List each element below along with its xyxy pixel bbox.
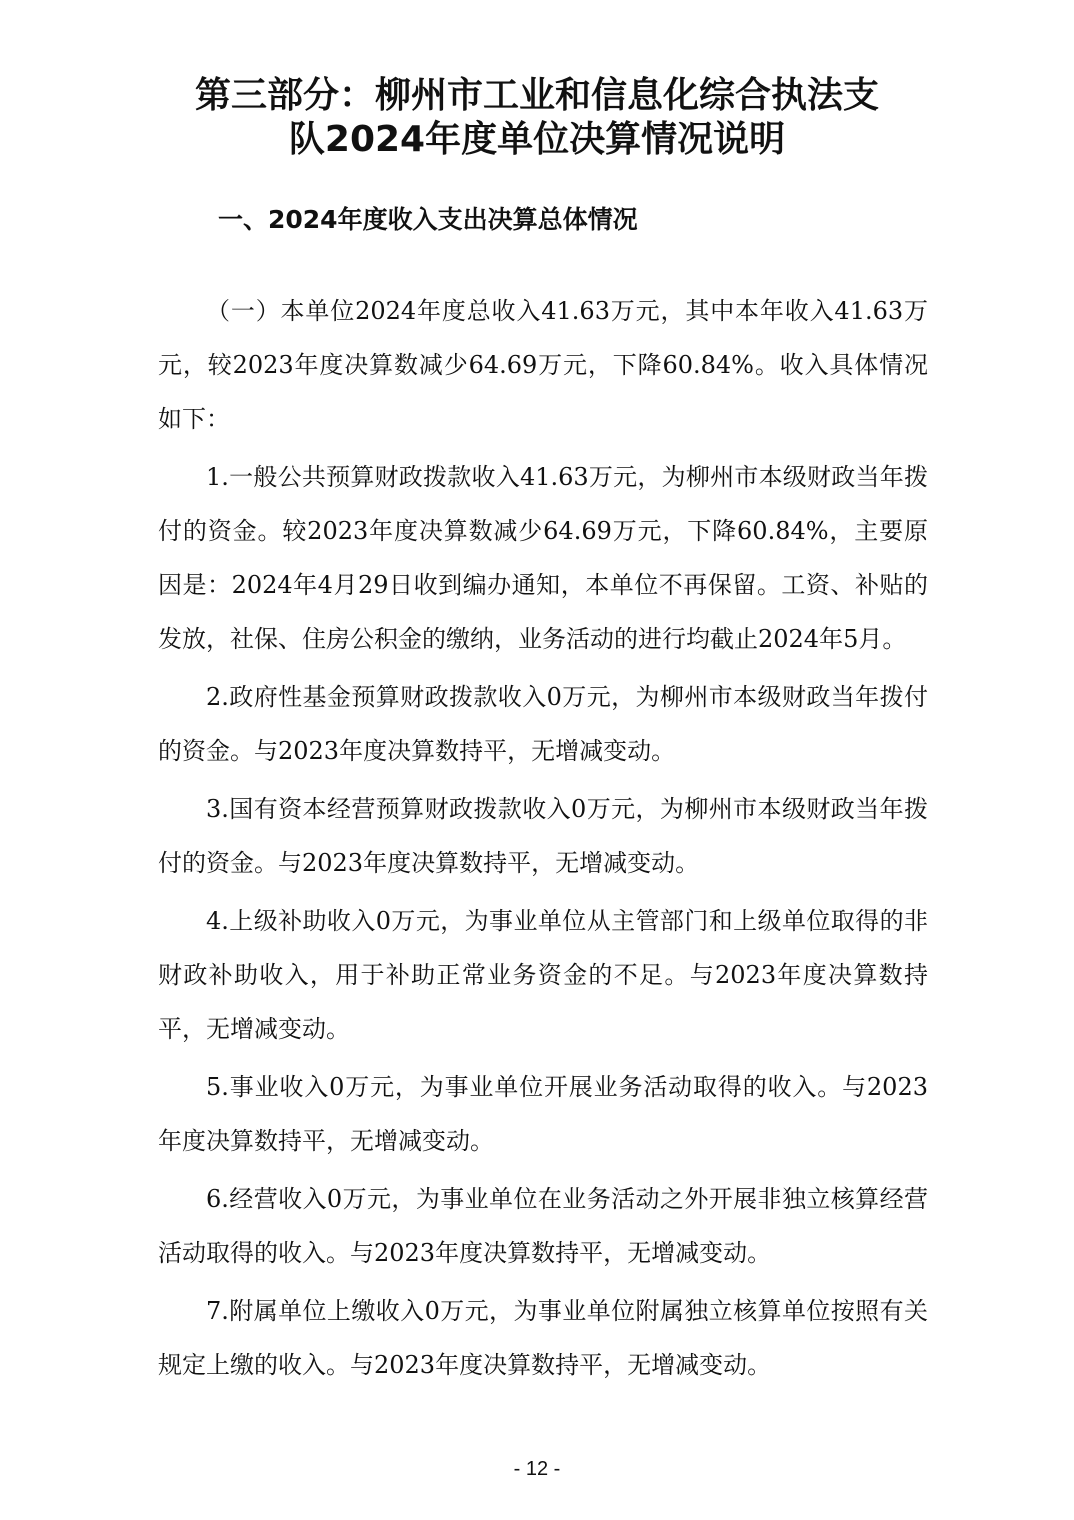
paragraph-item-3: 3.国有资本经营预算财政拨款收入0万元，为柳州市本级财政当年拨付的资金。与2023年度决算数持平，无增减变动。 — [158, 795, 928, 877]
title-line-1: 第三部分：柳州市工业和信息化综合执法支 — [194, 75, 879, 116]
body-text — [158, 284, 928, 1392]
page-title — [120, 74, 954, 162]
title-line-2: 队2024年度单位决算情况说明 — [288, 119, 786, 160]
paragraph-item-5: 5.事业收入0万元，为事业单位开展业务活动取得的收入。与2023年度决算数持平，无增减变动。 — [158, 1073, 928, 1155]
paragraph-item-4: 4.上级补助收入0万元，为事业单位从主管部门和上级单位取得的非财政补助收入，用于补助正常业务资金的不足。与2023年度决算数持平，无增减变动。 — [158, 907, 928, 1043]
paragraph-item-2: 2.政府性基金预算财政拨款收入0万元，为柳州市本级财政当年拨付的资金。与2023年度决算数持平，无增减变动。 — [158, 683, 928, 765]
paragraph-item-6: 6.经营收入0万元，为事业单位在业务活动之外开展非独立核算经营活动取得的收入。与2023年度决算数持平，无增减变动。 — [158, 1185, 928, 1267]
paragraph-intro: （一）本单位2024年度总收入41.63万元，其中本年收入41.63万元，较2023年度决算数减少64.69万元，下降60.84%。收入具体情况如下： — [158, 297, 928, 433]
section-heading: 一、2024年度收入支出决算总体情况 — [218, 205, 638, 234]
page-number: - 12 - — [513, 1458, 561, 1480]
paragraph-item-1: 1.一般公共预算财政拨款收入41.63万元，为柳州市本级财政当年拨付的资金。较2023年度决算数减少64.69万元，下降60.84%，主要原因是：2024年4月29日收到编办通知，本单位不再保留。工资、补贴的发放，社保、住房公积金的缴纳，业务活动的进行均截止2024年5月。 — [158, 463, 928, 653]
paragraph-item-7: 7.附属单位上缴收入0万元，为事业单位附属独立核算单位按照有关规定上缴的收入。与2023年度决算数持平，无增减变动。 — [158, 1297, 928, 1379]
